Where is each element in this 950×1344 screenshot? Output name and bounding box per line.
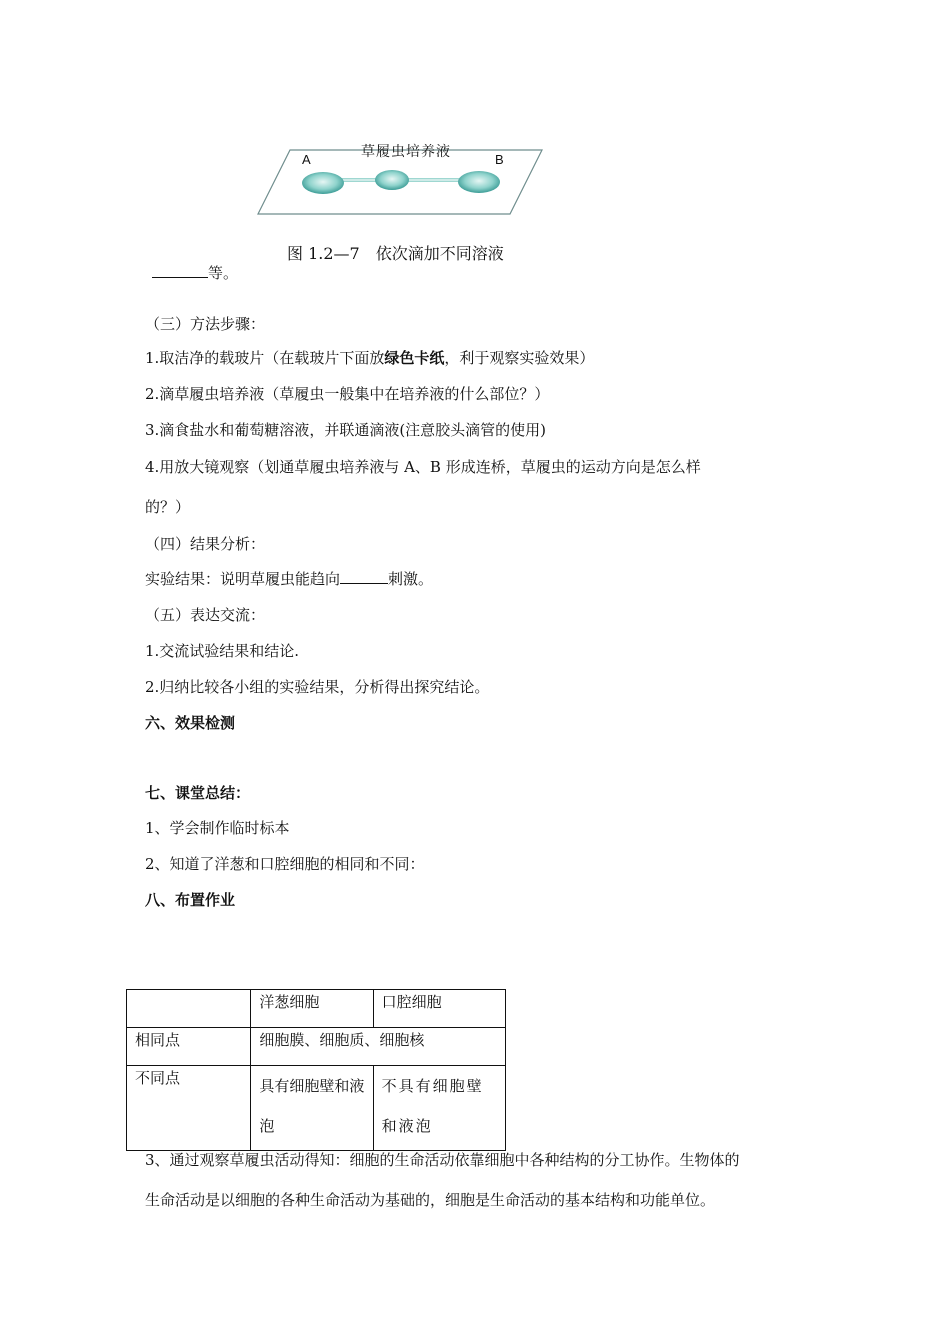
figure-caption: 图 1.2—7 依次滴加不同溶液 — [287, 244, 504, 263]
summary-item-1: 1、学会制作临时标本 — [145, 819, 290, 837]
row-value-same: 细胞膜、细胞质、细胞核 — [251, 1028, 506, 1066]
step-3: 3.滴食盐水和葡萄糖溶液，并联通滴液(注意胶头滴管的使用) — [145, 421, 547, 439]
result-prefix: 实验结果：说明草履虫能趋向 — [145, 570, 341, 588]
comparison-table — [126, 989, 506, 1151]
table-header-onion: 洋葱细胞 — [251, 990, 373, 1028]
step-1 — [145, 348, 594, 368]
step-4-line-1: 4.用放大镜观察（划通草履虫培养液与 A、B 形成连桥，草履虫的运动方向是怎么样 — [145, 458, 701, 476]
continuation-line — [152, 263, 238, 283]
label-a: A — [302, 152, 311, 167]
express-item-1: 1.交流试验结果和结论. — [145, 642, 300, 660]
summary-item-3-line-2: 生命活动是以细胞的各种生命活动为基础的，细胞是生命活动的基本结构和功能单位。 — [145, 1191, 716, 1209]
step-1-emphasis: 绿色卡纸 — [384, 349, 445, 367]
step-1-prefix: 1.取洁净的载玻片（在载玻片下面放 — [145, 349, 385, 367]
table-row — [127, 1028, 506, 1066]
result-line — [145, 569, 433, 589]
step-1-suffix: ，利于观察实验效果） — [444, 349, 595, 367]
row-value-oral-diff: 不具有细胞壁和液泡 — [373, 1066, 505, 1151]
table-header-row — [127, 990, 506, 1028]
summary-item-3-line-1: 3、通过观察草履虫活动得知：细胞的生命活动依靠细胞中各种结构的分工协作。生物体的 — [145, 1151, 740, 1169]
table-header-oral: 口腔细胞 — [373, 990, 505, 1028]
row-label-diff: 不同点 — [127, 1066, 251, 1151]
summary-item-2: 2、知道了洋葱和口腔细胞的相同和不同： — [145, 855, 425, 873]
slide-label: 草履虫培养液 — [361, 144, 451, 160]
section-7-heading: 七、课堂总结： — [145, 784, 251, 802]
fill-blank — [152, 263, 208, 278]
row-value-onion-diff: 具有细胞壁和液泡 — [251, 1066, 373, 1151]
result-suffix: 刺激。 — [388, 570, 434, 588]
continuation-suffix: 等。 — [208, 264, 239, 282]
result-blank — [340, 569, 388, 584]
label-b: B — [495, 152, 504, 167]
row-label-same: 相同点 — [127, 1028, 251, 1066]
express-heading: （五）表达交流： — [145, 606, 266, 624]
drop-b — [458, 171, 500, 193]
slide-figure — [255, 140, 545, 220]
method-heading: （三）方法步骤： — [145, 315, 266, 333]
analysis-heading: （四）结果分析： — [145, 535, 266, 553]
table-header-empty — [127, 990, 251, 1028]
section-8-heading: 八、布置作业 — [145, 891, 236, 909]
step-4-line-2: 的？） — [145, 498, 191, 516]
step-2: 2.滴草履虫培养液（草履虫一般集中在培养液的什么部位？） — [145, 385, 550, 403]
section-6-heading: 六、效果检测 — [145, 714, 236, 732]
express-item-2: 2.归纳比较各小组的实验结果，分析得出探究结论。 — [145, 678, 490, 696]
drop-a — [302, 172, 344, 194]
drop-middle — [375, 170, 409, 190]
table-row — [127, 1066, 506, 1151]
